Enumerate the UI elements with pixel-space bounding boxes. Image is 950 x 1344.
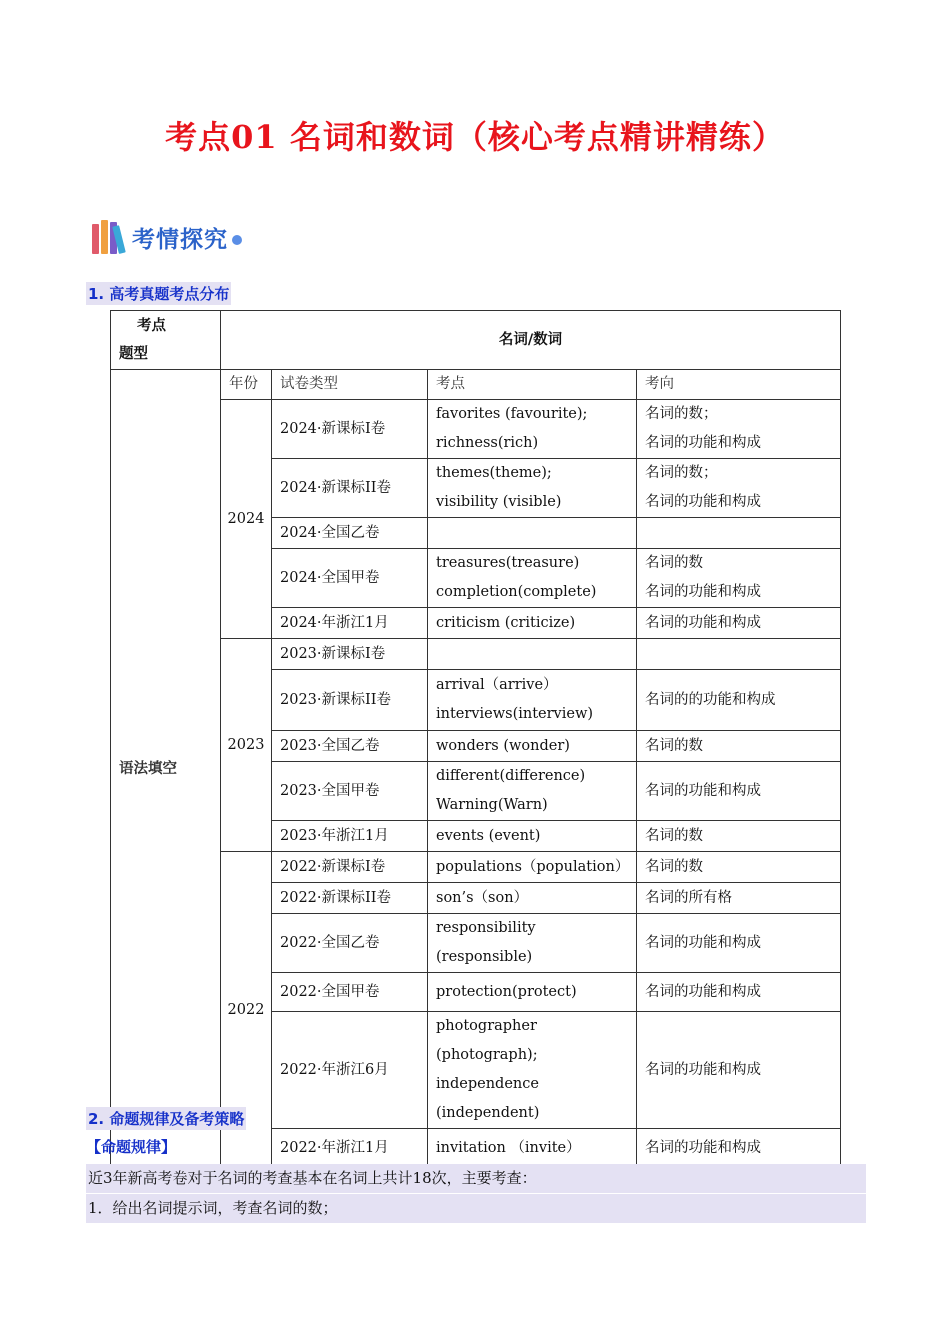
point-line: arrival（arrive）: [436, 677, 558, 693]
points-cell: [428, 731, 637, 762]
points-cell: [428, 883, 637, 914]
points-cell: [428, 821, 637, 852]
point-line: responsibility (responsible): [436, 920, 536, 965]
points-cell: [428, 608, 637, 639]
direction-line: 名词的所有格: [645, 889, 732, 906]
table-row: [111, 400, 841, 459]
points-cell: [428, 914, 637, 973]
point-line: completion(complete): [436, 584, 597, 600]
points-cell: [428, 762, 637, 821]
direction-cell: [637, 459, 841, 518]
direction-cell: [637, 400, 841, 459]
corner-bottom-label: 题型: [119, 346, 148, 362]
paper-cell: 2022·新课标II卷: [272, 883, 428, 914]
point-line: wonders (wonder): [436, 737, 570, 754]
year-cell: 2023: [221, 639, 272, 852]
point-line: populations（population）: [436, 858, 630, 875]
points-cell: [428, 670, 637, 731]
paper-cell: 2024·全国乙卷: [272, 518, 428, 549]
points-cell: [428, 400, 637, 459]
paper-cell: 2024·年浙江1月: [272, 608, 428, 639]
points-cell: [428, 639, 637, 670]
point-line: treasures(treasure): [436, 555, 580, 571]
column-header: 试卷类型: [272, 370, 428, 400]
paper-cell: 2024·新课标I卷: [272, 400, 428, 459]
paper-cell: 2022·全国乙卷: [272, 914, 428, 973]
dot-icon: [232, 235, 242, 245]
point-line: favorites (favourite);: [436, 406, 588, 422]
section-banner: [92, 216, 242, 258]
paper-cell: 2022·年浙江1月: [272, 1129, 428, 1169]
paper-cell: 2023·全国乙卷: [272, 731, 428, 762]
point-line: invitation （invite）: [436, 1140, 581, 1156]
paper-cell: 2023·年浙江1月: [272, 821, 428, 852]
direction-line: 名词的功能和构成: [645, 1140, 761, 1156]
exam-distribution-table: [110, 310, 841, 1169]
direction-line: 名词的功能和构成: [645, 494, 761, 510]
books-icon: [92, 220, 128, 254]
banner-title: 考情探究: [132, 226, 228, 253]
paragraph: 1．给出名词提示词，考查名词的数；: [86, 1194, 866, 1223]
direction-cell: [637, 852, 841, 883]
point-line: interviews(interview): [436, 706, 594, 722]
direction-cell: [637, 821, 841, 852]
point-line: themes(theme);: [436, 465, 552, 481]
paper-cell: 2022·全国甲卷: [272, 973, 428, 1012]
points-cell: [428, 459, 637, 518]
direction-cell: [637, 883, 841, 914]
direction-cell: [637, 670, 841, 731]
table-corner-cell: [111, 311, 221, 370]
point-line: different(difference): [436, 768, 586, 784]
direction-cell: [637, 608, 841, 639]
point-line: events (event): [436, 827, 541, 844]
direction-line: 名词的功能和构成: [645, 782, 761, 799]
table-row: [111, 639, 841, 670]
point-line: protection(protect): [436, 983, 577, 1000]
direction-line: 名词的功能和构成: [645, 614, 761, 631]
column-header: 考向: [637, 370, 841, 400]
direction-cell: [637, 549, 841, 608]
question-type-cell: 语法填空: [111, 370, 221, 1169]
direction-line: 名词的功能和构成: [645, 1061, 761, 1078]
column-header: 年份: [221, 370, 272, 400]
paper-cell: 2022·新课标I卷: [272, 852, 428, 883]
year-cell: 2022: [221, 852, 272, 1169]
points-cell: [428, 518, 637, 549]
paragraph: 近3年新高考卷对于名词的考查基本在名词上共计18次，主要考查：: [86, 1164, 866, 1193]
direction-cell: [637, 1129, 841, 1169]
points-cell: [428, 1012, 637, 1129]
paper-cell: 2024·新课标II卷: [272, 459, 428, 518]
direction-line: 名词的数；: [645, 406, 718, 422]
direction-line: 名词的功能和构成: [645, 435, 761, 451]
direction-line: 名词的的功能和构成: [645, 691, 776, 708]
column-header: 考点: [428, 370, 637, 400]
year-cell: 2024: [221, 400, 272, 639]
direction-line: 名词的数: [645, 827, 703, 844]
point-line: son’s（son）: [436, 889, 529, 906]
direction-line: 名词的数: [645, 737, 703, 754]
paper-cell: 2024·全国甲卷: [272, 549, 428, 608]
corner-top-label: 考点: [137, 318, 166, 334]
rules-label: 【命题规律】: [86, 1138, 177, 1156]
direction-cell: [637, 518, 841, 549]
direction-line: 名词的数；: [645, 465, 718, 481]
point-line: richness(rich): [436, 435, 539, 451]
point-line: Warning(Warn): [436, 797, 548, 813]
direction-line: 名词的功能和构成: [645, 584, 761, 600]
table-header: 名词/数词: [221, 311, 841, 370]
points-cell: [428, 549, 637, 608]
paper-cell: 2022·年浙江6月: [272, 1012, 428, 1129]
direction-line: 名词的功能和构成: [645, 934, 761, 951]
paper-cell: 2023·新课标I卷: [272, 639, 428, 670]
page-title: 考点01 名词和数词（核心考点精讲精练）: [165, 118, 785, 156]
direction-cell: [637, 639, 841, 670]
point-line: photographer (photograph);: [436, 1018, 538, 1063]
direction-line: 名词的数: [645, 555, 703, 571]
direction-line: 名词的数: [645, 858, 703, 875]
paper-cell: 2023·全国甲卷: [272, 762, 428, 821]
point-line: independence (independent): [436, 1076, 540, 1121]
table-row: [111, 852, 841, 883]
direction-cell: [637, 914, 841, 973]
paper-cell: 2023·新课标II卷: [272, 670, 428, 731]
point-line: criticism (criticize): [436, 614, 576, 631]
direction-cell: [637, 731, 841, 762]
direction-cell: [637, 973, 841, 1012]
direction-cell: [637, 762, 841, 821]
points-cell: [428, 1129, 637, 1169]
direction-cell: [637, 1012, 841, 1129]
section-heading-2: 2. 命题规律及备考策略: [86, 1107, 246, 1130]
points-cell: [428, 852, 637, 883]
section-heading-1: 1. 高考真题考点分布: [86, 282, 231, 305]
point-line: visibility (visible): [436, 494, 562, 510]
direction-line: 名词的功能和构成: [645, 983, 761, 1000]
points-cell: [428, 973, 637, 1012]
